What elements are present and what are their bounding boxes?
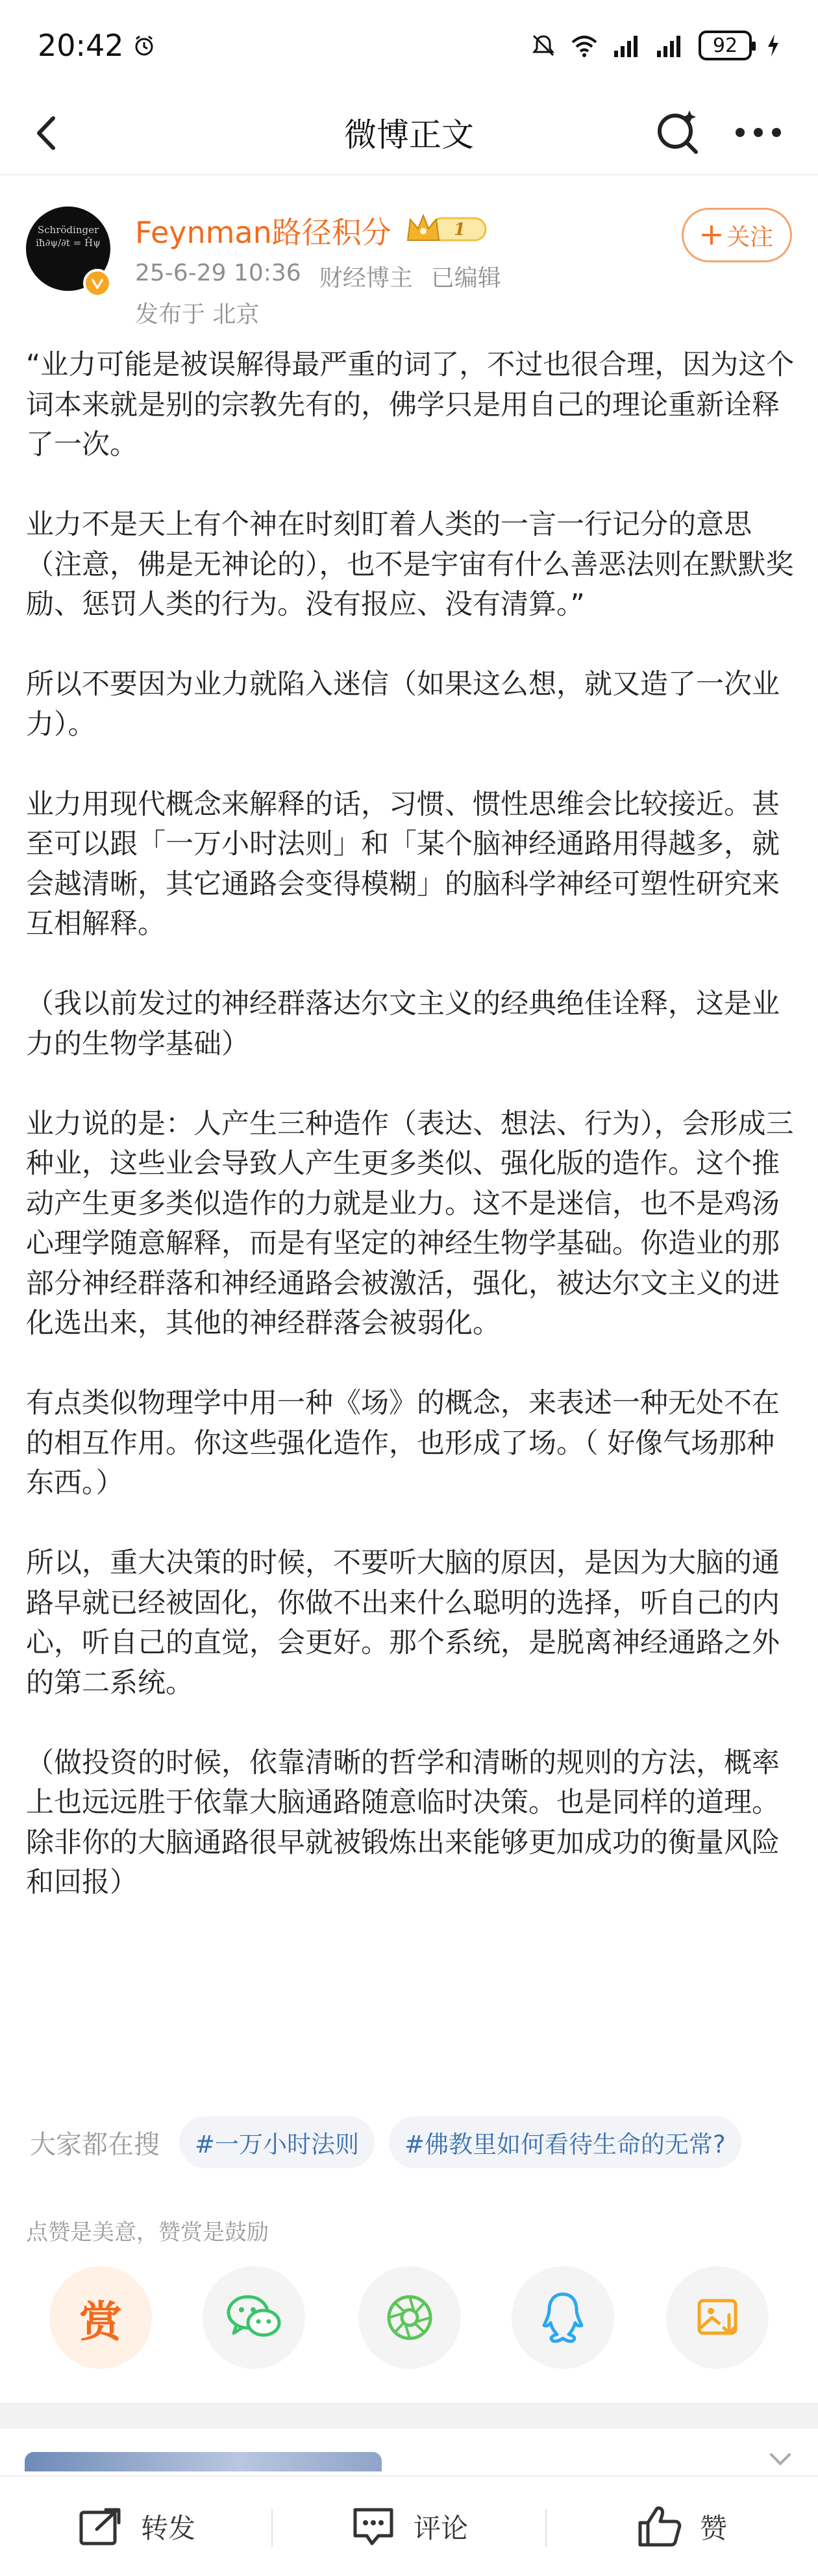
share-qq-button[interactable] <box>512 2266 614 2369</box>
post-meta <box>135 260 501 293</box>
battery-level: 92 <box>712 34 738 57</box>
more-icon[interactable] <box>731 106 786 158</box>
reward-label: 赏 <box>79 2296 122 2347</box>
trending-topics <box>30 2114 741 2170</box>
comment-label: 评论 <box>413 2512 468 2544</box>
battery-icon <box>699 31 752 60</box>
chevron-down-icon[interactable] <box>767 2449 793 2469</box>
post-paragraph: 所以，重大决策的时候，不要听大脑的原因，是因为大脑的通路早就已经被固化，你做不出来什么聪明的选择，听自己的内心，听自己的直觉，会更好。那个系统，是脱离神经通路之外的第二系统。 <box>26 1547 780 1699</box>
post-location: 发布于 北京 <box>135 301 260 328</box>
status-icons <box>531 31 780 60</box>
like-button[interactable] <box>545 2477 818 2576</box>
like-label: 赞 <box>699 2512 727 2544</box>
bottom-separator <box>271 2509 273 2547</box>
signal-icon-2 <box>656 34 684 57</box>
comment-button[interactable] <box>273 2477 545 2576</box>
avatar-formula: Schrödinger iħ∂ψ/∂t = Ĥψ <box>36 224 101 249</box>
clock-text: 20:42 <box>38 28 124 63</box>
follow-button[interactable] <box>682 208 792 262</box>
share-row <box>0 2266 818 2370</box>
nav-bar <box>0 91 818 175</box>
status-bar <box>0 0 818 91</box>
moments-icon <box>384 2292 436 2344</box>
topic-chip[interactable]: #一万小时法则 <box>179 2116 375 2168</box>
vip-level-badge <box>405 212 488 245</box>
section-divider <box>0 2403 818 2429</box>
author-name[interactable]: Feynman路径积分 <box>135 215 391 250</box>
signal-icon <box>613 34 641 57</box>
post-paragraph: （我以前发过的神经群落达尔文主义的经典绝佳诠释，这是业力的生物学基础） <box>26 988 780 1060</box>
post-paragraph: 业力用现代概念来解释的话，习惯、惯性思维会比较接近。甚至可以跟「一万小时法则」和「某个脑神经通路用得越多，就会越清晰，其它通路会变得模糊」的脑科学神经可塑性研究来互相解释。 <box>26 788 780 940</box>
search-icon[interactable] <box>652 106 704 158</box>
post-paragraph: 业力说的是：人产生三种造作（表达、想法、行为），会形成三种业，这些业会导致人产生更多类似、强化版的造作。这个推动产生更多类似造作的力就是业力。这不是迷信，也不是鸡汤心理学随意解释，而是有坚定的神经生物学基础。你造业的那部分神经群落和神经通路会被激活，强化，被达尔文主义的进化选出来，其他的神经群落会被弱化。 <box>26 1107 794 1340</box>
save-image-icon <box>694 2294 741 2341</box>
save-image-button[interactable] <box>666 2266 769 2369</box>
post-paragraph: 有点类似物理学中用一种《场》的概念，来表述一种无处不在的相互作用。你这些强化造作，也形成了场。（ 好像气场那种东西。） <box>26 1387 780 1499</box>
repost-label: 转发 <box>140 2512 195 2544</box>
reward-button[interactable] <box>49 2266 152 2369</box>
share-moments-button[interactable] <box>358 2266 461 2369</box>
share-wechat-button[interactable] <box>203 2266 305 2369</box>
qq-icon <box>540 2290 586 2345</box>
repost-button[interactable] <box>0 2477 273 2576</box>
wechat-icon <box>225 2292 283 2344</box>
verified-badge-icon <box>83 269 112 297</box>
bottom-action-bar <box>0 2475 818 2576</box>
comment-icon <box>350 2506 397 2547</box>
status-time <box>38 28 155 63</box>
charging-icon <box>766 33 780 58</box>
post-body <box>26 345 795 1943</box>
appreciate-hint: 点赞是美意，赞赏是鼓励 <box>26 2220 269 2245</box>
post-paragraph: 业力不是天上有个神在时刻盯着人类的一言一行记分的意思（注意，佛是无神论的），也不是宇宙有什么善恶法则在默默奖励、惩罚人类的行为。没有报应、没有清算。” <box>26 508 794 621</box>
alarm-icon <box>133 34 155 56</box>
plus-icon <box>700 224 723 246</box>
page-title: 微博正文 <box>344 116 474 154</box>
follow-label: 关注 <box>726 223 773 251</box>
post-date: 25-6-29 10:36 <box>135 260 301 286</box>
next-card-image[interactable] <box>25 2452 382 2471</box>
post-paragraph: （做投资的时候，依靠清晰的哲学和清晰的规则的方法，概率上也远远胜于依靠大脑通路随意临时决策。也是同样的道理。除非你的大脑通路很早就被锻炼出来能够更加成功的衡量风险和回报） <box>26 1746 780 1899</box>
edited-flag: 已编辑 <box>430 265 501 292</box>
post-paragraph: 所以不要因为业力就陷入迷信（如果这么想，就又造了一次业力）。 <box>26 668 780 741</box>
author-role: 财经博主 <box>319 265 413 292</box>
post-paragraph: “业力可能是被误解得最严重的词了，不过也很合理，因为这个词本来就是别的宗教先有的，佛学只是用自己的理论重新诠释了一次。 <box>26 349 795 461</box>
trending-label: 大家都在搜 <box>30 2129 160 2160</box>
vip-level-text: 1 <box>453 220 466 240</box>
mute-icon <box>531 33 556 58</box>
wifi-icon <box>570 33 599 58</box>
topic-chip[interactable]: #佛教里如何看待生命的无常? <box>389 2116 741 2168</box>
thumbs-up-icon <box>636 2503 683 2550</box>
repost-icon <box>77 2506 124 2547</box>
bottom-separator <box>545 2509 547 2547</box>
